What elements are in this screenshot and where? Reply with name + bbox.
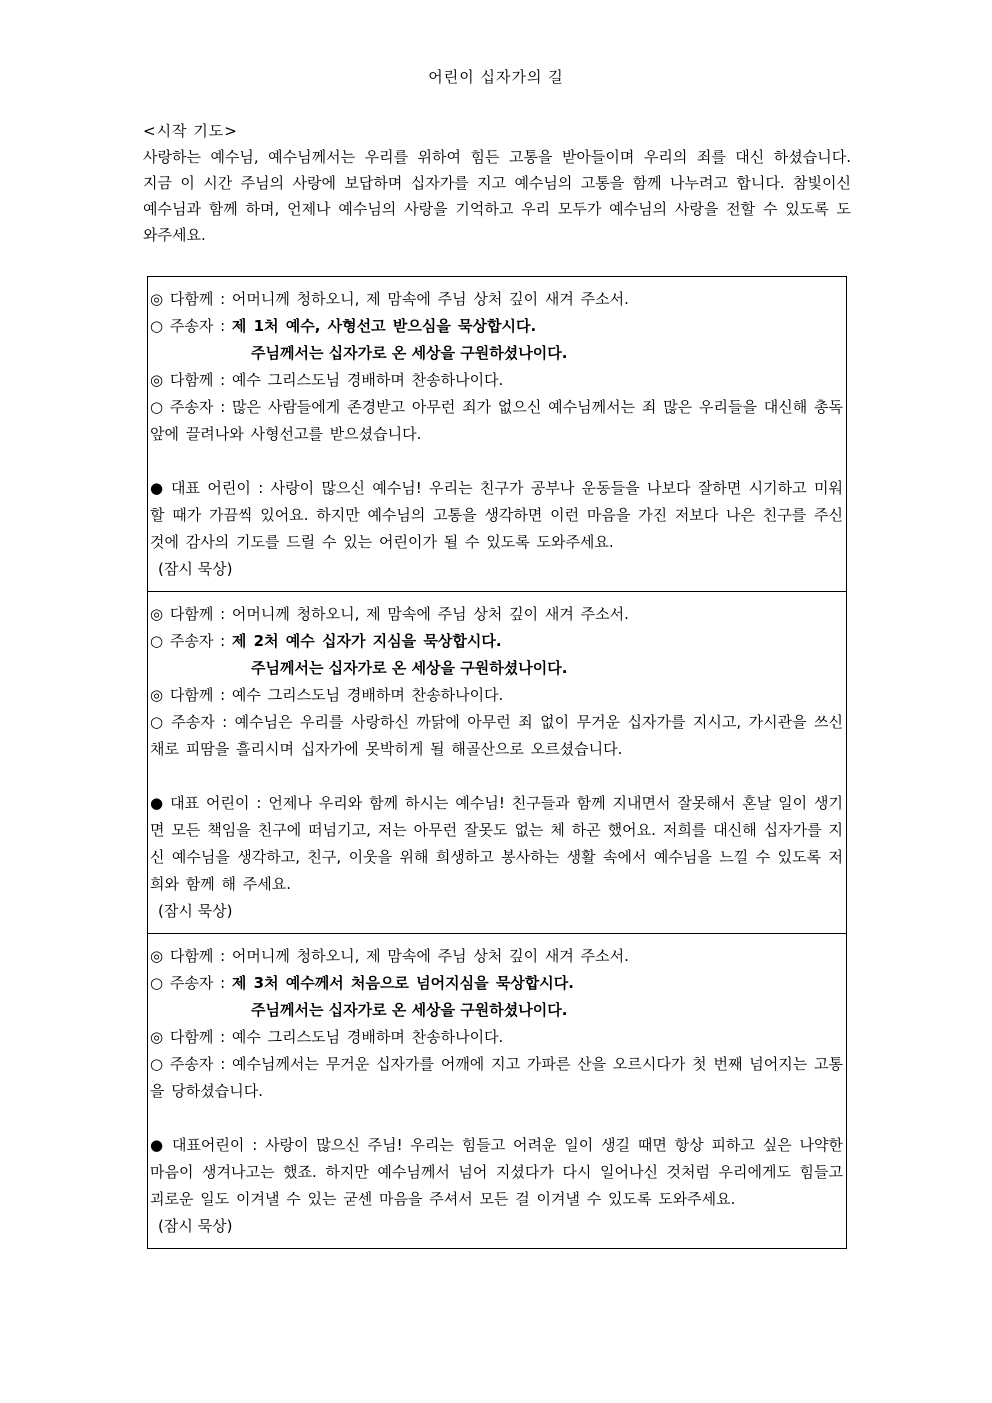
opening-prayer-body: 사랑하는 예수님, 예수님께서는 우리를 위하여 힘든 고통을 받아들이며 우리의 죄를 대신 하셨습니다. 지금 이 시간 주님의 사랑에 보답하며 십자가를 지고 예수님의 고통을 함께 나누려고 합니다. 참빛이신 예수님과 함께 하며, 언제나 예수님의 사랑을 기억하고 우리 모두가 예수님의 사랑을 전할 수 있도록 도와주세요. bbox=[143, 148, 851, 244]
leader-narration: ○ 주송자 : 많은 사람들에게 존경받고 아무런 죄가 없으신 예수님께서는 죄 많은 우리들을 대신해 총독 앞에 끌려나와 사형선고를 받으셨습니다. bbox=[150, 398, 843, 443]
leader-narration: ○ 주송자 : 예수님께서는 무거운 십자가를 어깨에 지고 가파른 산을 오르시다가 첫 번째 넘어지는 고통을 당하셨습니다. bbox=[150, 1055, 843, 1100]
leader-label: ○ 주송자 : bbox=[150, 974, 232, 992]
opening-prayer bbox=[143, 118, 851, 248]
leader-station-line bbox=[150, 970, 843, 997]
station-2 bbox=[148, 592, 846, 934]
station-title: 제 1처 예수, 사형선고 받으심을 묵상합시다. bbox=[231, 317, 537, 335]
child-prayer: ● 대표어린이 : 사랑이 많으신 주님! 우리는 힘들고 어려운 일이 생길 때면 항상 피하고 싶은 나약한 마음이 생겨나고는 했죠. 하지만 예수님께서 넘어 지셨다가 다시 일어나신 것처럼 우리에게도 힘들고 괴로운 일도 이겨낼 수 있는 굳센 마음을 주셔서 모든 걸 이겨낼 수 있도록 도와주세요. bbox=[150, 1136, 843, 1208]
leader-station-line bbox=[150, 628, 843, 655]
together-worship: ◎ 다함께 : 예수 그리스도님 경배하며 찬송하나이다. bbox=[150, 686, 504, 704]
station-refrain: 주님께서는 십자가로 온 세상을 구원하셨나이다. bbox=[251, 659, 568, 677]
leader-narration: ○ 주송자 : 예수님은 우리를 사랑하신 까닭에 아무런 죄 없이 무거운 십자가를 지시고, 가시관을 쓰신 채로 피땀을 흘리시며 십자가에 못박히게 될 해골산으로 오르셨습니다. bbox=[150, 713, 843, 758]
station-title: 제 2처 예수 십자가 지심을 묵상합시다. bbox=[231, 632, 502, 650]
spacer bbox=[150, 763, 843, 790]
stations-table bbox=[147, 276, 847, 1249]
together-response: ◎ 다함께 : 어머니께 청하오니, 제 맘속에 주님 상처 깊이 새겨 주소서. bbox=[150, 605, 629, 623]
spacer bbox=[150, 1105, 843, 1132]
station-1 bbox=[148, 277, 846, 592]
document-title: 어린이 십자가의 길 bbox=[428, 68, 564, 86]
leader-label: ○ 주송자 : bbox=[150, 632, 232, 650]
child-prayer: ● 대표 어린이 : 언제나 우리와 함께 하시는 예수님! 친구들과 함께 지내면서 잘못해서 혼날 일이 생기면 모든 책임을 친구에 떠넘기고, 저는 아무런 잘못도 없는 체 하곤 했어요. 저희를 대신해 십자가를 지신 예수님을 생각하고, 친구, 이웃을 위해 희생하고 봉사하는 생활 속에서 예수님을 느낄 수 있도록 저희와 함께 해 주세요. bbox=[150, 794, 843, 893]
together-response: ◎ 다함께 : 어머니께 청하오니, 제 맘속에 주님 상처 깊이 새겨 주소서. bbox=[150, 947, 629, 965]
spacer bbox=[150, 448, 843, 475]
pause-note: (잠시 묵상) bbox=[158, 560, 233, 578]
child-prayer: ● 대표 어린이 : 사랑이 많으신 예수님! 우리는 친구가 공부나 운동들을 나보다 잘하면 시기하고 미워할 때가 가끔씩 있어요. 하지만 예수님의 고통을 생각하면 이런 마음을 가진 저보다 나은 친구를 주신 것에 감사의 기도를 드릴 수 있는 어린이가 될 수 있도록 도와주세요. bbox=[150, 479, 843, 551]
together-worship: ◎ 다함께 : 예수 그리스도님 경배하며 찬송하나이다. bbox=[150, 371, 504, 389]
together-response: ◎ 다함께 : 어머니께 청하오니, 제 맘속에 주님 상처 깊이 새겨 주소서. bbox=[150, 290, 629, 308]
together-worship: ◎ 다함께 : 예수 그리스도님 경배하며 찬송하나이다. bbox=[150, 1028, 504, 1046]
pause-note: (잠시 묵상) bbox=[158, 902, 233, 920]
station-refrain: 주님께서는 십자가로 온 세상을 구원하셨나이다. bbox=[251, 344, 568, 362]
pause-note: (잠시 묵상) bbox=[158, 1217, 233, 1235]
station-title: 제 3처 예수께서 처음으로 넘어지심을 묵상합시다. bbox=[231, 974, 574, 992]
station-refrain: 주님께서는 십자가로 온 세상을 구원하셨나이다. bbox=[251, 1001, 568, 1019]
leader-label: ○ 주송자 : bbox=[150, 317, 232, 335]
opening-prayer-heading: <시작 기도> bbox=[143, 122, 238, 140]
station-3 bbox=[148, 934, 846, 1248]
leader-station-line bbox=[150, 313, 843, 340]
